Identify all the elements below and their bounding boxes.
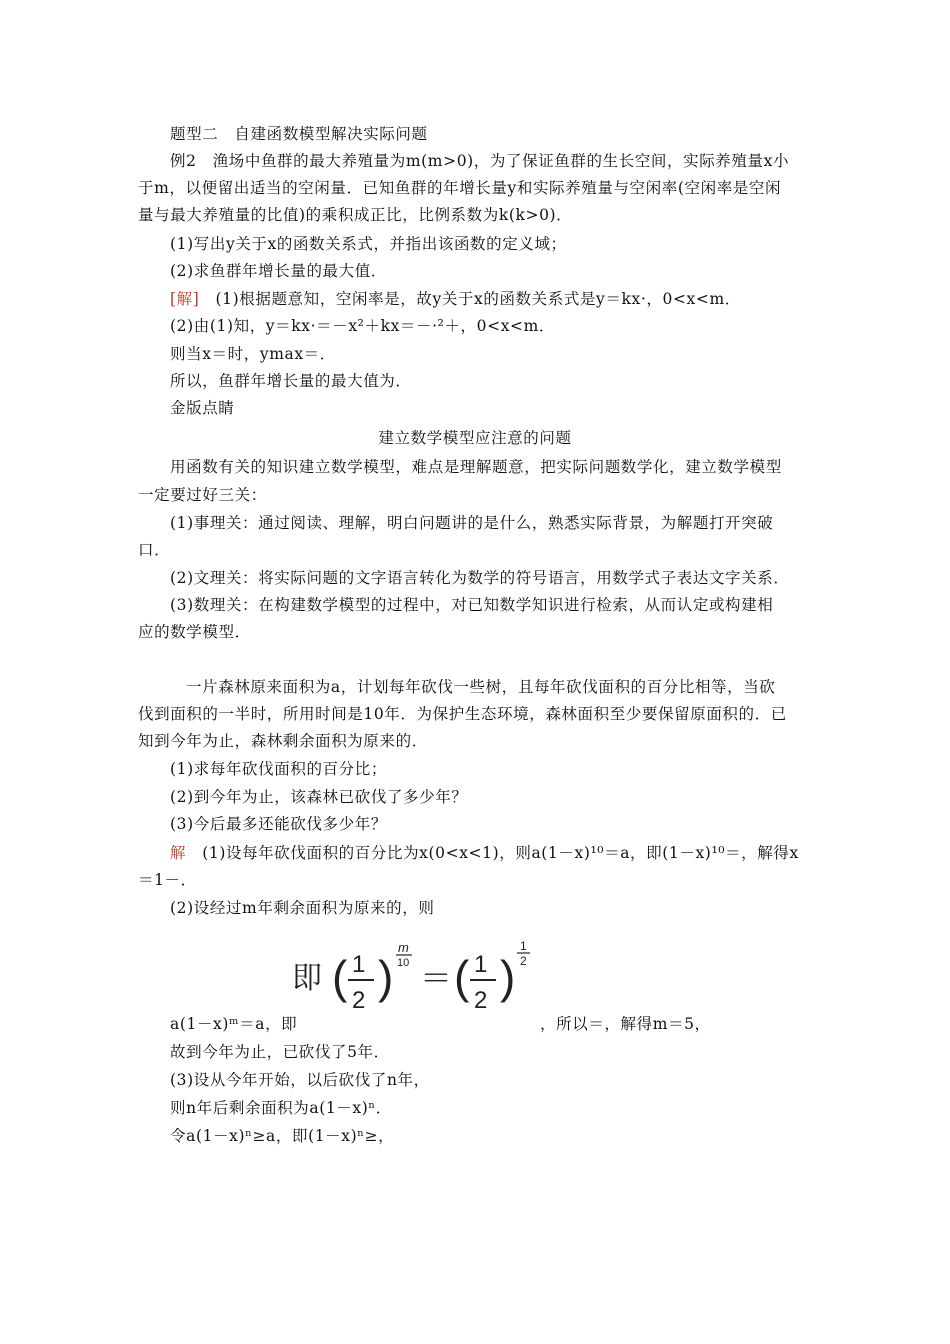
solution2-line-5: (3)设从今年开始，以后砍伐了n年， xyxy=(170,1071,430,1089)
solution-line-4: 所以，鱼群年增长量的最大值为． xyxy=(170,372,412,390)
tip-line-5: (2)文理关：将实际问题的文字语言转化为数学的符号语言，用数学式子表达文字关系． xyxy=(170,569,790,587)
question-2: (2)求鱼群年增长量的最大值． xyxy=(170,262,387,280)
example-line-3: 量与最大养殖量的比值)的乘积成正比，比例系数为k(k>0)． xyxy=(138,206,573,224)
question-1: (1)写出y关于x的函数关系式，并指出该函数的定义域； xyxy=(170,235,567,253)
formula-right-num: 1 xyxy=(474,951,488,978)
solution-tag: [解] xyxy=(170,290,200,308)
solution2-line-3-left: a(1－x)ᵐ＝a，即 xyxy=(170,1015,298,1033)
svg-text:): ) xyxy=(500,951,516,1003)
svg-text:(: ( xyxy=(454,951,470,1003)
problem-question-3: (3)今后最多还能砍伐多少年？ xyxy=(170,815,387,833)
solution-line-3: 则当x＝时，ymax＝． xyxy=(170,345,336,363)
section-heading: 题型二 自建函数模型解决实际问题 xyxy=(170,125,428,143)
tip-line-6: (3)数理关：在构建数学模型的过程中，对已知数学知识进行检索，从而认定或构建相 xyxy=(170,596,774,614)
solution2-line-3-right: ，所以＝，解得m＝5， xyxy=(540,1015,711,1033)
problem-line-1: 一片森林原来面积为a，计划每年砍伐一些树，且每年砍伐面积的百分比相等，当砍 xyxy=(186,678,776,696)
tip-line-3: (1)事理关：通过阅读、理解，明白问题讲的是什么，熟悉实际背景，为解题打开突破 xyxy=(170,514,774,532)
solution2-line-6: 则n年后剩余面积为a(1－x)ⁿ． xyxy=(170,1099,392,1117)
formula-left-den: 2 xyxy=(352,987,366,1014)
svg-text:): ) xyxy=(378,951,394,1003)
solution2-line-2: (2)设经过m年剩余面积为原来的，则 xyxy=(170,899,435,917)
problem-line-2: 伐到面积的一半时，所用时间是10年．为保护生态环境，森林面积至少要保留原面积的．已 xyxy=(138,705,787,723)
svg-text:(: ( xyxy=(332,951,348,1003)
solution-line-1 xyxy=(170,288,850,310)
solution2-line-1b: ＝1－． xyxy=(138,871,197,889)
solution2-line-4: 故到今年为止，已砍伐了5年． xyxy=(170,1043,390,1061)
formula-exp-right-num: 1 xyxy=(520,939,527,953)
formula-right-den: 2 xyxy=(474,987,488,1014)
tip-title: 建立数学模型应注意的问题 xyxy=(378,429,572,447)
problem-line-3: 知到今年为止，森林剩余面积为原来的． xyxy=(138,732,428,750)
equation-image xyxy=(292,936,552,1020)
solution2-line-7: 令a(1－x)ⁿ≥a，即(1－x)ⁿ≥， xyxy=(170,1127,395,1145)
example-line-1: 例2 渔场中鱼群的最大养殖量为m(m>0)，为了保证鱼群的生长空间，实际养殖量x小 xyxy=(170,152,790,170)
tip-label: 金版点睛 xyxy=(170,399,235,417)
solution-line-2: (2)由(1)知，y＝kx·＝－x²＋kx＝－·²＋，0<x<m． xyxy=(170,317,556,335)
tip-line-2: 一定要过好三关： xyxy=(138,486,267,504)
solution-text-1: (1)根据题意知，空闲率是，故y关于x的函数关系式是y＝kx·，0<x<m． xyxy=(199,290,741,308)
tip-line-1: 用函数有关的知识建立数学模型，难点是理解题意，把实际问题数学化，建立数学模型 xyxy=(170,458,782,476)
problem-question-1: (1)求每年砍伐面积的百分比； xyxy=(170,760,387,778)
formula-prefix: 即 xyxy=(292,962,322,995)
formula-exp-right-den: 2 xyxy=(520,954,527,968)
tip-line-7: 应的数学模型． xyxy=(138,623,251,641)
problem-question-2: (2)到今年为止，该森林已砍伐了多少年？ xyxy=(170,788,468,806)
example-line-2: 于m，以便留出适当的空闲量．已知鱼群的年增长量y和实际养殖量与空闲率(空闲率是空闲 xyxy=(138,179,782,197)
solution2-line-1a xyxy=(170,842,850,864)
solution2-tag: 解 xyxy=(170,844,187,862)
formula-left-num: 1 xyxy=(352,951,366,978)
formula-equals: ＝ xyxy=(420,960,453,996)
solution2-text-1a: (1)设每年砍伐面积的百分比为x(0<x<1)，则a(1－x)¹⁰＝a，即(1－x)¹⁰＝，解得x xyxy=(186,844,799,862)
tip-line-4: 口． xyxy=(138,541,171,559)
formula-exp-left-den: 10 xyxy=(397,957,410,969)
formula-exp-left-num: m xyxy=(398,940,409,955)
